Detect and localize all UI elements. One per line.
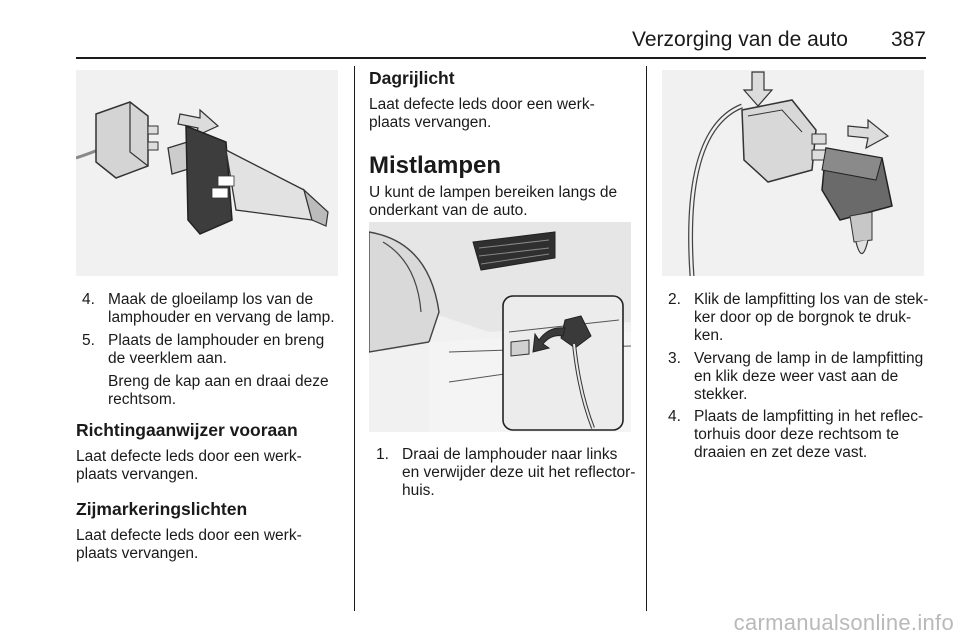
lamp-fitting-illustration — [662, 70, 924, 276]
page-title: Verzorging van de auto — [632, 28, 848, 51]
step-rotate-holder — [376, 446, 646, 500]
section-body-daytime-lights: Laat defecte leds door een werk- plaats vervangen. — [369, 96, 595, 131]
press-down-arrow-icon — [744, 72, 772, 106]
column-divider-left — [354, 66, 355, 611]
page-number: 387 — [890, 28, 926, 51]
lamp-fitting-shape — [822, 148, 892, 254]
pull-right-arrow-icon — [848, 120, 888, 148]
bulb-holder-illustration — [76, 70, 338, 276]
step-text-line: en verwijder deze uit het reflector- — [402, 464, 636, 481]
step-text-line: stekker. — [694, 386, 748, 403]
step-text-line: Plaats de lamphouder en breng — [108, 332, 325, 349]
step-text-line: ken. — [694, 327, 724, 344]
step-text-line: Draai de lamphouder naar links — [402, 446, 618, 463]
step-number: 3. — [668, 350, 681, 367]
step-text-line: draaien en zet deze vast. — [694, 444, 868, 461]
detail-inset — [503, 296, 623, 430]
section-body-turn-signal: Laat defecte leds door een werk- plaats vervangen. — [76, 448, 302, 483]
section-title-fog-lamps: Mistlampen — [369, 152, 502, 179]
step-number: 2. — [668, 291, 681, 308]
column-divider-right — [646, 66, 647, 611]
step-text-line: Maak de gloeilamp los van de — [108, 291, 314, 308]
fog-lamp-location-illustration — [369, 222, 631, 432]
step-text-line: huis. — [402, 482, 435, 499]
header-rule — [76, 57, 926, 59]
plug-connector-shape — [742, 100, 826, 182]
lamp-connector-shape — [96, 102, 158, 178]
site-watermark: carmanualsonline.info — [733, 610, 954, 635]
step-text-line: en klik deze weer vast aan de — [694, 368, 899, 385]
step-number: 5. — [82, 332, 95, 349]
section-title-side-markers: Zijmarkeringslichten — [76, 499, 248, 519]
step-number: 4. — [82, 291, 95, 308]
step-install-fitting — [668, 408, 930, 462]
step-unclip-fitting — [668, 291, 930, 345]
step-text-line: torhuis door deze rechtsom te — [694, 426, 900, 443]
page-header — [76, 28, 926, 54]
h7-bulb-shape — [168, 126, 328, 234]
step-text-line: Plaats de lampfitting in het reflec- — [694, 408, 924, 425]
step-number: 1. — [376, 446, 389, 463]
step-remove-bulb — [82, 291, 344, 327]
section-body-fog-lamps: U kunt de lampen bereiken langs de onderkant van de auto. — [369, 184, 618, 219]
step-text-line: lamphouder en vervang de lamp. — [108, 309, 335, 326]
step-note: Breng de kap aan en draai deze rechtsom. — [108, 373, 329, 408]
step-number: 4. — [668, 408, 681, 425]
step-text-line: ker door op de borgnok te druk- — [694, 309, 912, 326]
section-body-side-markers: Laat defecte leds door een werk- plaats vervangen. — [76, 527, 302, 562]
section-title-daytime-lights: Dagrijlicht — [369, 68, 455, 88]
step-replace-lamp — [668, 350, 930, 404]
step-text-line: Vervang de lamp in de lampfitting — [694, 350, 924, 367]
step-text-line: Klik de lampfitting los van de stek- — [694, 291, 929, 308]
step-text-line: de veerklem aan. — [108, 350, 227, 367]
section-title-turn-signal: Richtingaanwijzer vooraan — [76, 420, 298, 440]
step-place-holder — [82, 332, 344, 368]
